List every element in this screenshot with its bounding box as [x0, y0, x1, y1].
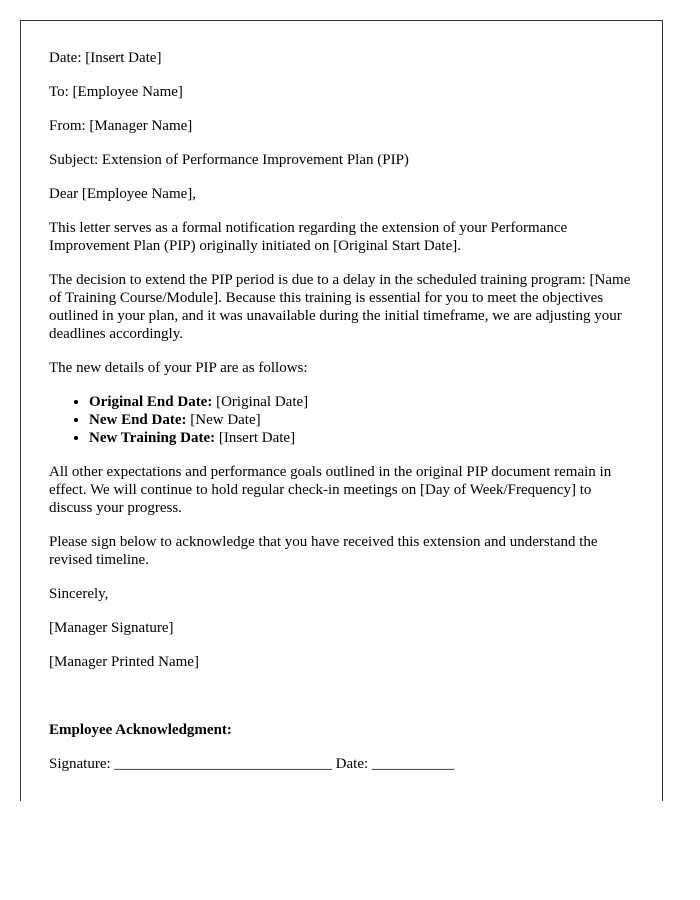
detail-value: [Original Date] — [212, 394, 309, 410]
signature-row — [49, 755, 634, 773]
detail-value: [New Date] — [186, 412, 261, 428]
salutation: Dear [Employee Name], — [49, 186, 197, 202]
paragraph-details-intro: The new details of your PIP are as follows: — [49, 360, 308, 376]
signature-line: _____________________________ — [114, 756, 332, 772]
list-item — [89, 411, 634, 429]
list-item — [89, 429, 634, 447]
date-label: Date: — [331, 756, 372, 772]
letter — [20, 20, 663, 801]
acknowledgment-heading — [49, 721, 634, 739]
to-line: To: [Employee Name] — [49, 84, 183, 100]
details-list — [49, 393, 634, 447]
detail-value: [Insert Date] — [215, 430, 296, 446]
manager-signature: [Manager Signature] — [49, 620, 174, 636]
detail-label: New End Date: — [89, 412, 187, 428]
signature-label: Signature: — [49, 756, 115, 772]
closing: Sincerely, — [49, 586, 109, 602]
paragraph-intro: This letter serves as a formal notification regarding the extension of your Performance Improvement Plan (PIP) originally initiated on [Original Start Date]. — [49, 220, 568, 254]
detail-label: New Training Date: — [89, 430, 216, 446]
from-line: From: [Manager Name] — [49, 118, 193, 134]
manager-printed-name: [Manager Printed Name] — [49, 654, 199, 670]
detail-label: Original End Date: — [89, 394, 213, 410]
date-line: Date: [Insert Date] — [49, 50, 162, 66]
acknowledgment-heading-text: Employee Acknowledgment: — [49, 722, 232, 738]
date-line-blank: ___________ — [371, 756, 455, 772]
list-item — [89, 393, 634, 411]
subject-line: Subject: Extension of Performance Improvement Plan (PIP) — [49, 152, 409, 168]
paragraph-reason: The decision to extend the PIP period is due to a delay in the scheduled training program: [Name of Training Course/Module]. Because this training is essential for you to meet the objectives outlined in your plan, and it was unavailable during the initial timeframe, we are adjusting your deadlines accordingly. — [49, 272, 631, 342]
paragraph-expectations: All other expectations and performance goals outlined in the original PIP document remain in effect. We will continue to hold regular check-in meetings on [Day of Week/Frequency] to discuss your progress. — [49, 464, 612, 516]
paragraph-sign-request: Please sign below to acknowledge that you have received this extension and understand the revised timeline. — [49, 534, 598, 568]
